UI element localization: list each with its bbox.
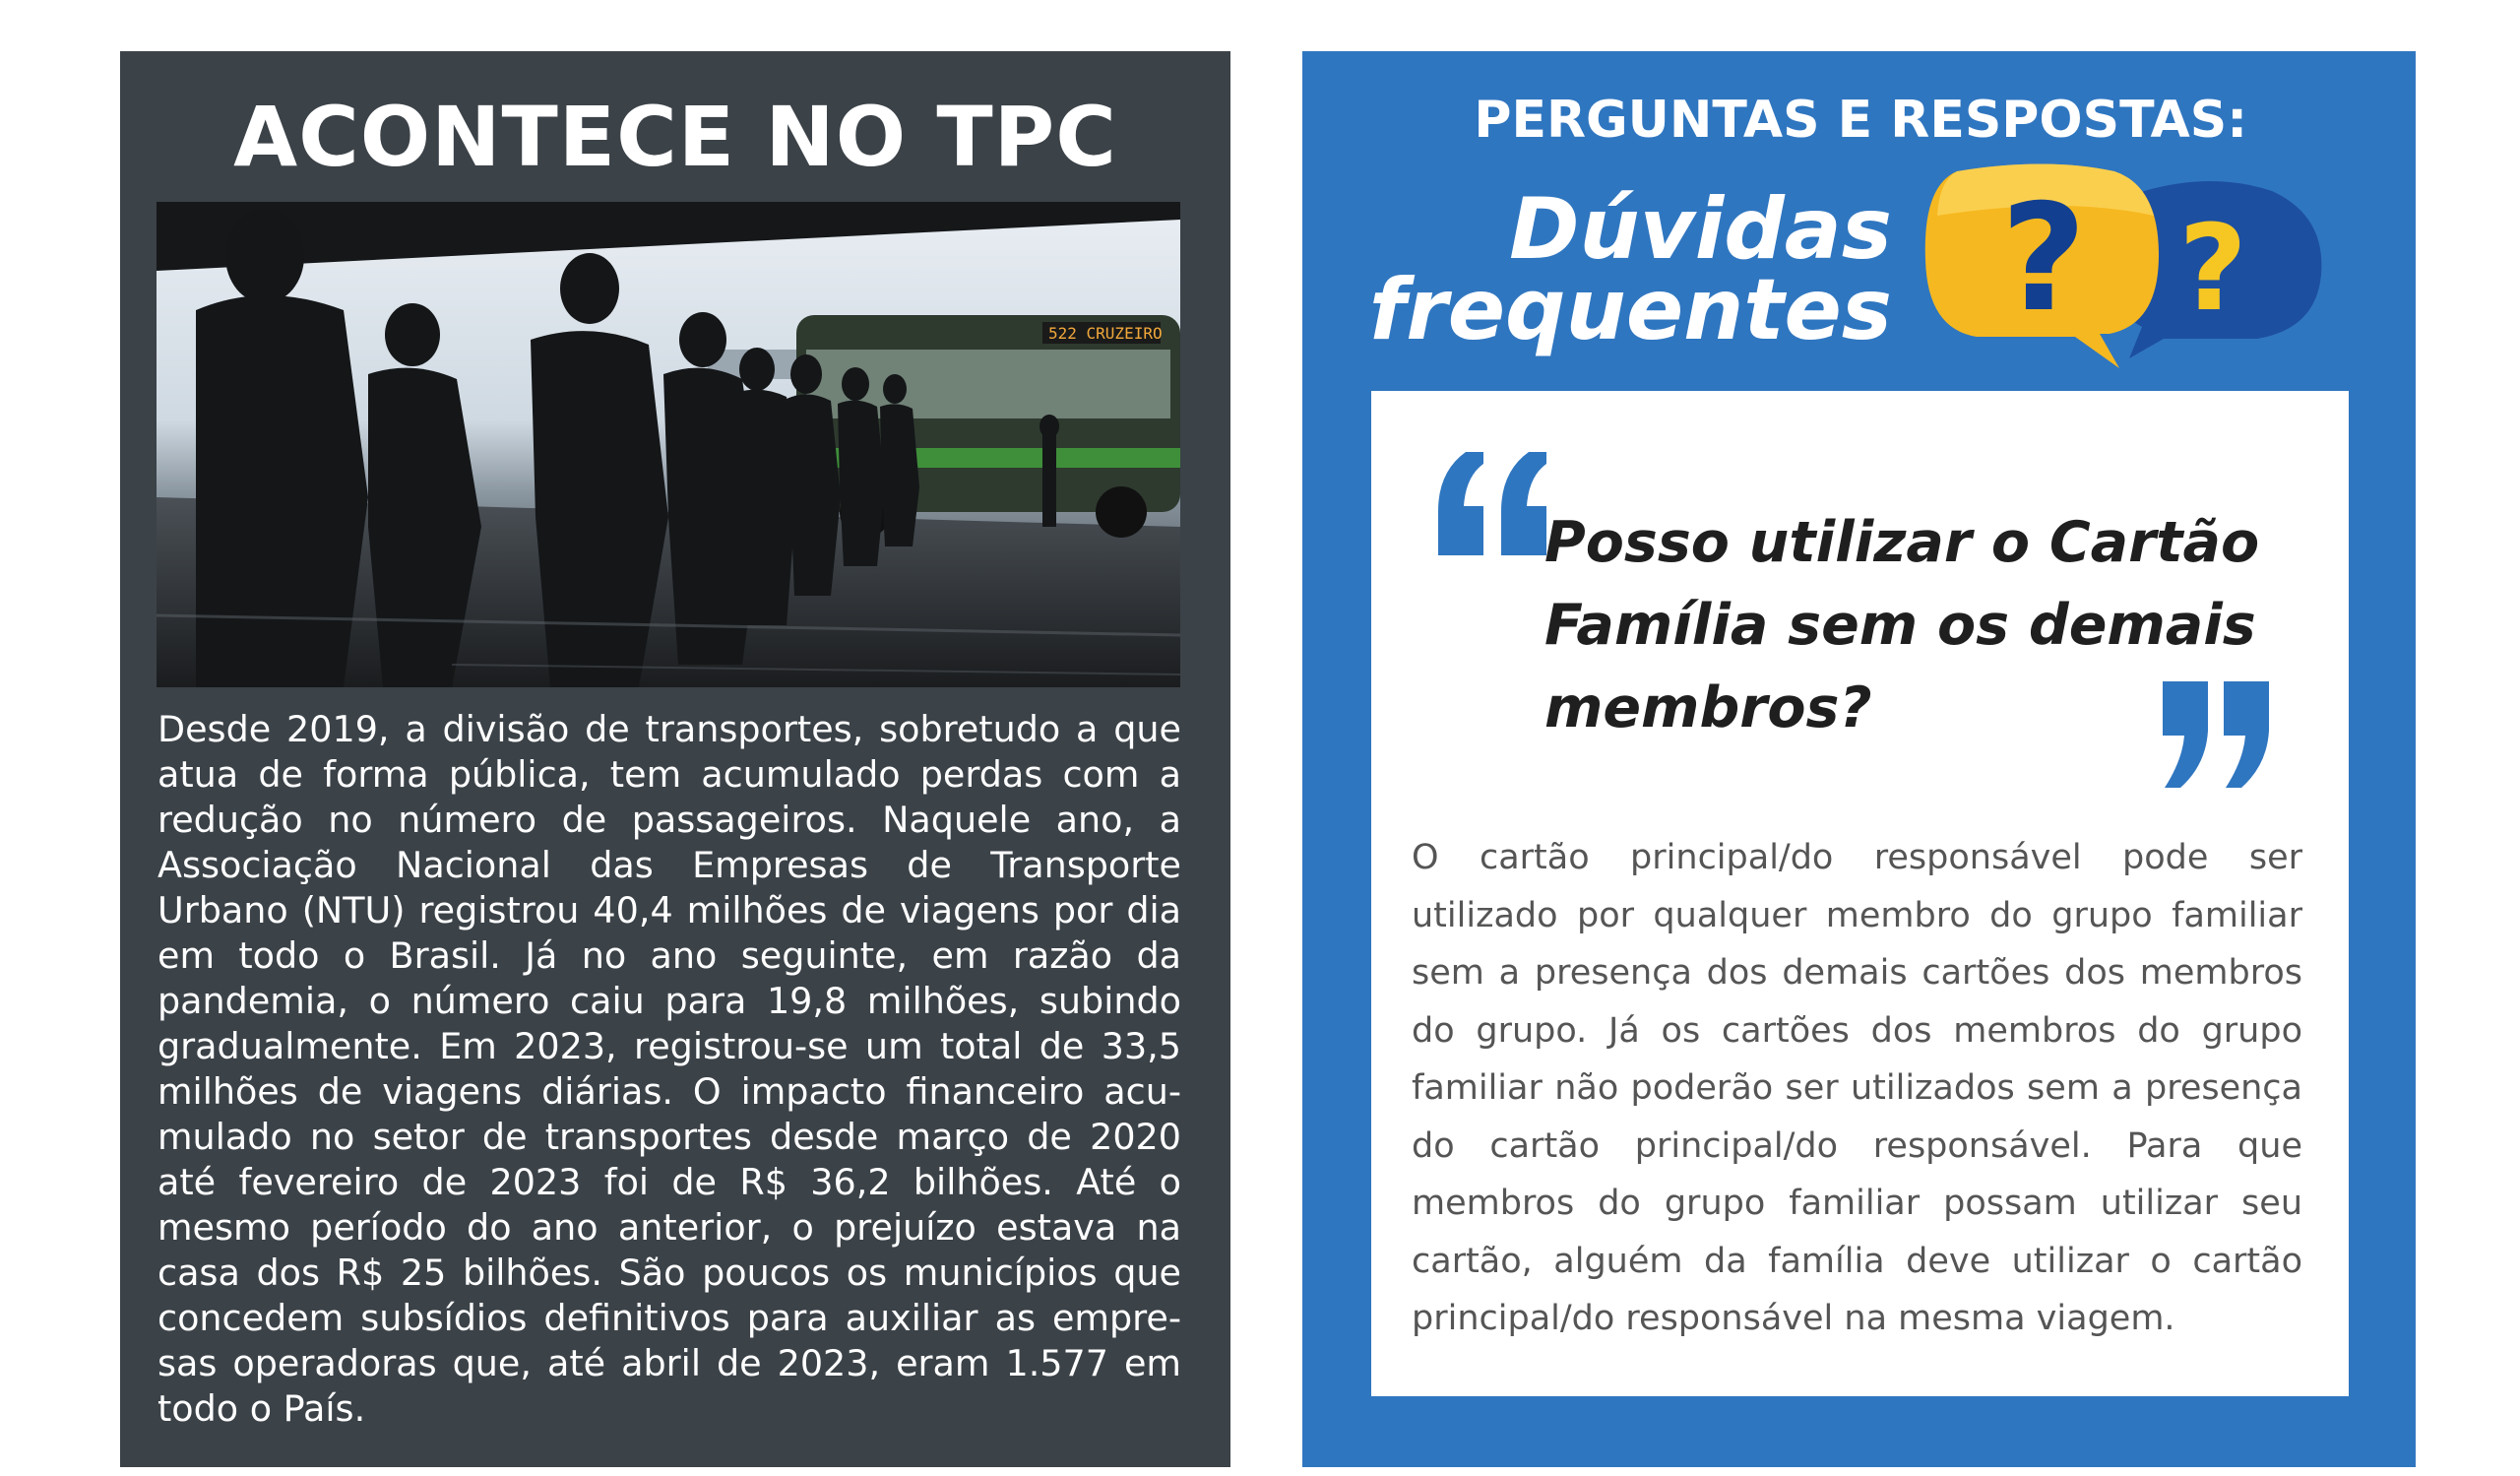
faq-question: Posso utilizar o Cartão Família sem os demais membros? — [1544, 510, 2260, 740]
news-article-text: Desde 2019, a divisão de transportes, sobretudo a que atua de forma pública, tem acumulado perdas com a redução no número de passageiros. Naquele ano, a Associação Nacional das Empresas de Transporte Urbano (NTU) registrou 40,4 milhões de viagens por dia em todo o Brasil. Já no ano seguinte, em razão da pandemia, o número caiu para 19,8 milhões, subindo gradualmente. Em 2023, registrou-se um total de 33,5 milhões de viagens diárias. O impacto financeiro acumulado no setor de transportes desde março de 2020 até fevereiro de 2023 foi de R$ 36,2 bilhões. Até o mesmo período do ano anterior, o prejuízo estava na casa dos R$ 25 bilhões. São poucos os municípios que concedem subsídios definitivos para auxiliar as empresas operadoras que, até abril de 2023, eram 1.577 em todo o País. — [158, 708, 1181, 1430]
bus-destination-sign: 522 CRUZEIRO — [1048, 324, 1163, 343]
close-quote-icon — [2159, 681, 2273, 790]
faq-panel — [1302, 51, 2416, 1467]
faq-header: PERGUNTAS E RESPOSTAS: — [1474, 91, 2247, 150]
bus-terminal-photo — [157, 202, 1180, 687]
news-panel-title: ACONTECE NO TPC — [233, 89, 1117, 185]
faq-card — [1371, 391, 2349, 1396]
faq-title — [1368, 180, 1892, 359]
svg-text:?: ? — [2178, 201, 2247, 338]
faq-answer: O cartão principal/do responsável pode ser utilizado por qualquer membro do grupo familiar sem a presença dos demais cartões dos membros do grupo. Já os cartões dos membros do grupo familiar não poderão ser utilizados sem a presença do cartão principal/do responsável. Para que membros do grupo familiar possam utilizar seu cartão, alguém da família deve utilizar o cartão principal/do responsável na mesma viagem. — [1412, 838, 2302, 1338]
open-quote-icon — [1436, 452, 1550, 560]
news-panel — [120, 51, 1230, 1467]
faq-title-line1: Dúvidas — [1509, 180, 1892, 279]
question-bubbles-icon — [1918, 161, 2331, 378]
svg-text:?: ? — [2000, 173, 2087, 345]
question-bubble-yellow-icon — [1925, 164, 2159, 369]
faq-title-line2: frequentes — [1368, 261, 1892, 359]
